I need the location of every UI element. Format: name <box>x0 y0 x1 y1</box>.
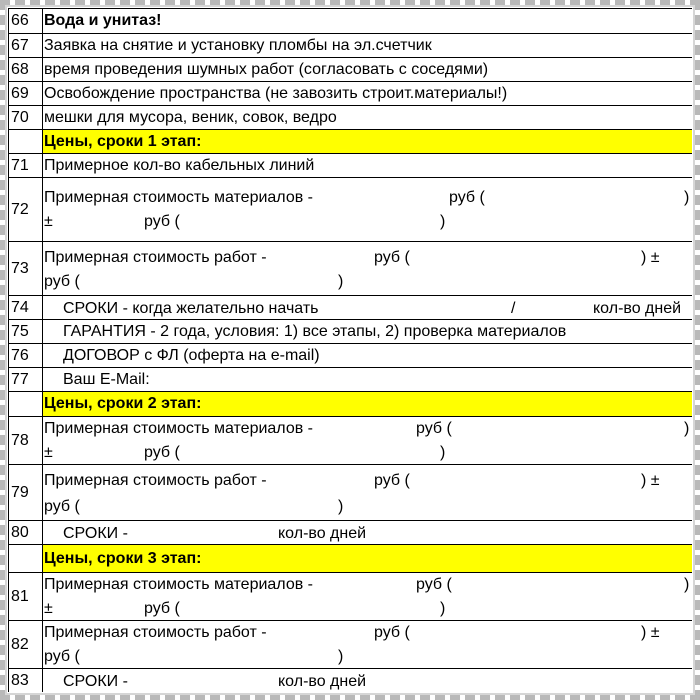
row-number: 80 <box>9 521 43 544</box>
table-row <box>9 106 692 130</box>
table-row <box>9 669 692 692</box>
rub-label: руб ( <box>416 576 452 593</box>
row-number <box>9 545 43 572</box>
works-cell[interactable] <box>43 465 692 520</box>
materials-cell[interactable] <box>43 178 692 241</box>
cell[interactable]: ДОГОВОР с ФЛ (оферта на e-mail) <box>43 344 692 367</box>
works-cell[interactable] <box>43 621 692 668</box>
row-number: 73 <box>9 242 43 295</box>
row-number: 82 <box>9 621 43 668</box>
row-number: 78 <box>9 417 43 464</box>
term-cell[interactable] <box>43 521 692 544</box>
plus-minus: ± <box>44 444 53 461</box>
table-row <box>9 178 692 242</box>
table-row <box>9 621 692 669</box>
row-number: 69 <box>9 82 43 105</box>
table-row <box>9 154 692 178</box>
cell[interactable]: время проведения шумных работ (согласовать с соседями) <box>43 58 692 81</box>
table-row <box>9 417 692 465</box>
row-number: 72 <box>9 178 43 241</box>
days-label: кол-во дней <box>278 525 367 542</box>
close-paren: ) <box>338 648 344 665</box>
table-row <box>9 58 692 82</box>
stage-header[interactable]: Цены, сроки 3 этап: <box>43 545 692 572</box>
row-number: 70 <box>9 106 43 129</box>
cell[interactable]: ГАРАНТИЯ - 2 года, условия: 1) все этапы, 2) проверка материалов <box>43 320 692 343</box>
rub-label: руб ( <box>449 189 485 206</box>
table-row <box>9 573 692 621</box>
term-cell[interactable] <box>43 669 692 692</box>
table-row <box>9 82 692 106</box>
rub-label: руб ( <box>374 624 410 641</box>
stage-header-row <box>9 545 692 573</box>
table-row <box>9 9 692 34</box>
close-paren: ) <box>440 600 446 617</box>
close-paren: ) <box>338 273 344 290</box>
rub-label: руб ( <box>44 498 80 515</box>
close-paren: ) <box>684 420 690 437</box>
table-row <box>9 521 692 545</box>
slash: / <box>511 300 516 317</box>
cell[interactable]: мешки для мусора, веник, совок, ведро <box>43 106 692 129</box>
email-cell[interactable]: Ваш E-Mail: <box>43 368 692 391</box>
materials-label: Примерная стоимость материалов - <box>44 576 313 593</box>
close-paren: ) <box>684 189 690 206</box>
stage-header[interactable]: Цены, сроки 2 этап: <box>43 392 692 416</box>
table-row <box>9 296 692 320</box>
term-start-label: СРОКИ - когда желательно начать <box>63 300 319 317</box>
materials-cell[interactable] <box>43 417 692 464</box>
row-number: 71 <box>9 154 43 177</box>
materials-label: Примерная стоимость материалов - <box>44 420 313 437</box>
row-number: 77 <box>9 368 43 391</box>
stage-header-row <box>9 130 692 154</box>
cell[interactable]: Вода и унитаз! <box>43 9 692 33</box>
table-row <box>9 34 692 58</box>
works-label: Примерная стоимость работ - <box>44 249 267 266</box>
close-paren: ) <box>440 213 446 230</box>
cell[interactable]: Заявка на снятие и установку пломбы на эл.счетчик <box>43 34 692 57</box>
row-number: 81 <box>9 573 43 620</box>
row-number: 74 <box>9 296 43 319</box>
row-number: 76 <box>9 344 43 367</box>
table-row <box>9 465 692 521</box>
row-number: 66 <box>9 9 43 33</box>
cell[interactable]: Примерное кол-во кабельных линий <box>43 154 692 177</box>
row-number <box>9 130 43 153</box>
works-label: Примерная стоимость работ - <box>44 472 267 489</box>
cell[interactable]: Освобождение пространства (не завозить строит.материалы!) <box>43 82 692 105</box>
row-number: 68 <box>9 58 43 81</box>
row-number: 79 <box>9 465 43 520</box>
close-paren-pm: ) ± <box>641 624 660 641</box>
rub-label: руб ( <box>44 648 80 665</box>
rub-label: руб ( <box>144 213 180 230</box>
row-number: 67 <box>9 34 43 57</box>
plus-minus: ± <box>44 600 53 617</box>
stage-header-row <box>9 392 692 417</box>
materials-cell[interactable] <box>43 573 692 620</box>
close-paren-pm: ) ± <box>641 249 660 266</box>
spreadsheet <box>8 8 692 692</box>
table-row <box>9 344 692 368</box>
days-label: кол-во дней <box>593 300 682 317</box>
close-paren-pm: ) ± <box>641 472 660 489</box>
table-row <box>9 242 692 296</box>
rub-label: руб ( <box>374 249 410 266</box>
row-number: 75 <box>9 320 43 343</box>
rub-label: руб ( <box>374 472 410 489</box>
row-number <box>9 392 43 416</box>
close-paren: ) <box>440 444 446 461</box>
table-row <box>9 320 692 344</box>
works-cell[interactable] <box>43 242 692 295</box>
stage-header[interactable]: Цены, сроки 1 этап: <box>43 130 692 153</box>
term-label: СРОКИ - <box>63 525 128 542</box>
rub-label: руб ( <box>416 420 452 437</box>
row-number: 83 <box>9 669 43 692</box>
materials-label: Примерная стоимость материалов - <box>44 189 313 206</box>
table-row <box>9 368 692 392</box>
rub-label: руб ( <box>144 444 180 461</box>
rub-label: руб ( <box>44 273 80 290</box>
term-start-cell[interactable] <box>43 296 692 319</box>
rub-label: руб ( <box>144 600 180 617</box>
works-label: Примерная стоимость работ - <box>44 624 267 641</box>
plus-minus: ± <box>44 213 53 230</box>
close-paren: ) <box>684 576 690 593</box>
term-label: СРОКИ - <box>63 673 128 690</box>
close-paren: ) <box>338 498 344 515</box>
days-label: кол-во дней <box>278 673 367 690</box>
